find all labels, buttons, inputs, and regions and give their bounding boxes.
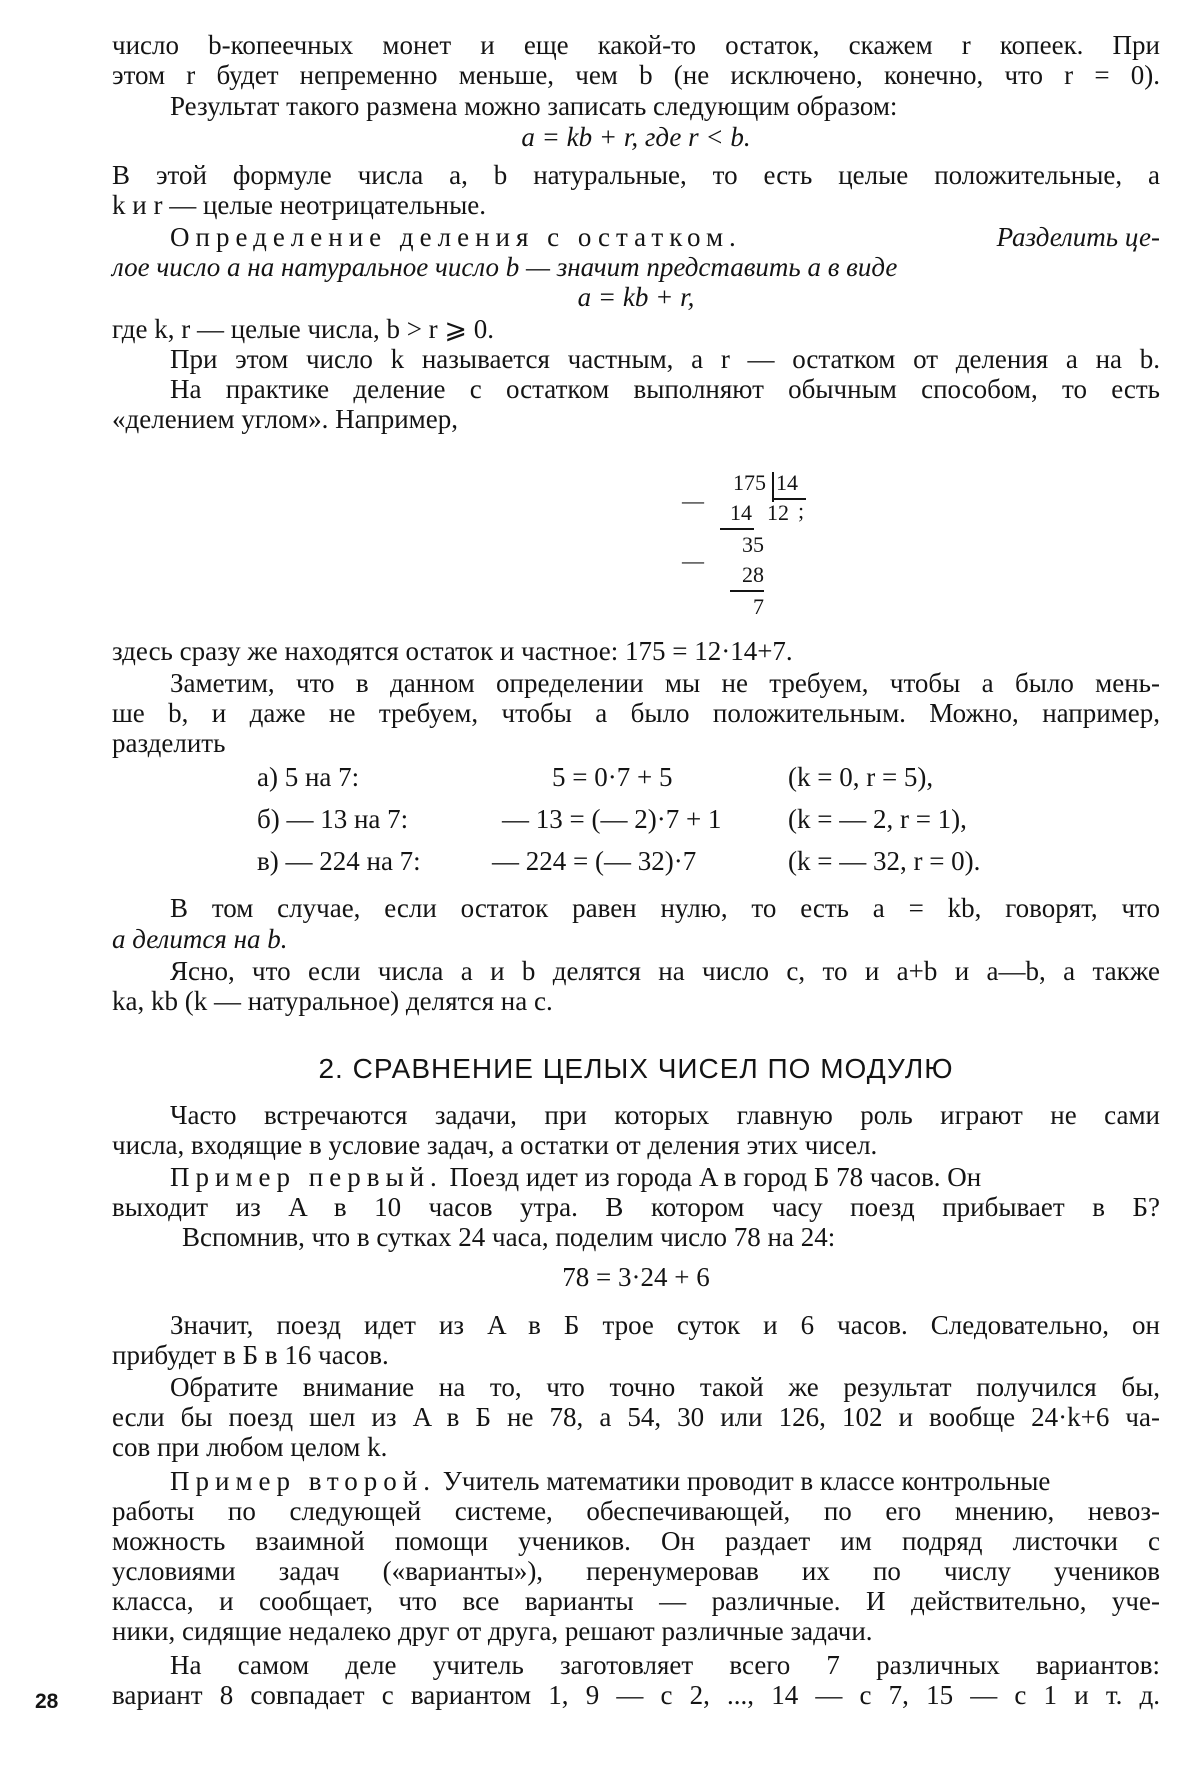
text-line: При этом число k называется частным, а r — остатком от деления a на b.: [170, 344, 1160, 374]
text-line: где k, r — целые числа, b > r ⩾ 0.: [112, 314, 495, 344]
example-label: б) — 13 на 7:: [257, 804, 409, 834]
text-line: В том случае, если остаток равен нулю, то есть a = kb, говорят, что: [170, 893, 1160, 923]
example-label: в) — 224 на 7:: [257, 846, 421, 876]
subtrahend: 14: [730, 500, 752, 525]
remainder: 7: [753, 594, 764, 619]
text-line: число b-копеечных монет и еще какой-то остаток, скажем r копеек. При: [112, 30, 1160, 60]
division-line: [720, 528, 754, 530]
long-division: [502, 470, 805, 640]
example-equation: — 224 = (— 32)·7: [492, 846, 697, 876]
quotient: 12: [767, 500, 789, 525]
text-line: класса, и сообщает, что все варианты — различные. И действительно, уче-: [112, 1586, 1160, 1616]
text-line: ники, сидящие недалеко друг от друга, решают различные задачи.: [112, 1616, 873, 1646]
text-line: k и r — целые неотрицательные.: [112, 190, 487, 220]
example-equation: 5 = 0·7 + 5: [552, 762, 673, 792]
text-line: Значит, поезд идет из A в Б трое суток и 6 часов. Следовательно, он: [170, 1310, 1160, 1340]
subtrahend: 28: [742, 562, 764, 587]
example-term: Пример второй.: [170, 1466, 436, 1496]
text-line: числа, входящие в условие задач, а остатки от деления этих чисел.: [112, 1130, 878, 1160]
example-text: Учитель математики проводит в классе контрольные: [442, 1466, 1051, 1496]
example-line: [112, 1162, 1160, 1193]
text-line: работы по следующей системе, обеспечивающей, по его мнению, невоз-: [112, 1496, 1160, 1526]
definition-text: лое число a на натуральное число b — значит представить a в виде: [112, 252, 898, 282]
example-equation: — 13 = (— 2)·7 + 1: [502, 804, 722, 834]
text-line: Вспомнив, что в сутках 24 часа, поделим число 78 на 24:: [182, 1222, 836, 1252]
page-number: 28: [35, 1690, 59, 1713]
example-term: Пример первый.: [170, 1162, 443, 1192]
text-line: разделить: [112, 728, 226, 758]
example-line: [112, 1466, 1160, 1497]
definition-line: [112, 222, 1160, 253]
text-line: можность взаимной помощи учеников. Он раздает им подряд листочки с: [112, 1526, 1160, 1556]
formula: a = kb + r, где r < b.: [521, 122, 751, 152]
text-line: Часто встречаются задачи, при которых главную роль играют не сами: [170, 1100, 1160, 1130]
text-line: На практике деление с остатком выполняют обычным способом, то есть: [170, 374, 1160, 404]
division-line: [730, 590, 764, 592]
example-values: (k = 0, r = 5),: [788, 762, 934, 792]
formula: a = kb + r,: [577, 282, 695, 312]
example-text: Поезд идет из города A в город Б 78 часов. Он: [449, 1162, 982, 1192]
text-line: На самом деле учитель заготовляет всего 7 различных вариантов:: [170, 1650, 1160, 1680]
text-line: прибудет в Б в 16 часов.: [112, 1340, 389, 1370]
minus-sign: —: [682, 548, 704, 573]
example-label: а) 5 на 7:: [257, 762, 360, 792]
minus-sign: —: [682, 488, 704, 513]
text-line: вариант 8 совпадает с вариантом 1, 9 — с 2, ..., 14 — с 7, 15 — с 1 и т. д.: [112, 1680, 1160, 1710]
text-line: Ясно, что если числа a и b делятся на число c, то и a+b и a—b, а также: [170, 956, 1160, 986]
text-line: условиями задач («варианты»), перенумеровав их по числу учеников: [112, 1556, 1160, 1586]
text-line: a делится на b.: [112, 924, 288, 954]
definition-term: Определение деления с остатком.: [170, 222, 742, 252]
text-line: «делением углом». Например,: [112, 404, 458, 434]
text-line: сов при любом целом k.: [112, 1432, 388, 1462]
text-line: этом r будет непременно меньше, чем b (не исключено, конечно, что r = 0).: [112, 60, 1160, 90]
text-line: ше b, и даже не требуем, чтобы a было положительным. Можно, например,: [112, 698, 1160, 728]
text-line: ka, kb (k — натуральное) делятся на c.: [112, 986, 553, 1016]
semicolon: ;: [798, 498, 805, 523]
text-line: Обратите внимание на то, что точно такой же результат получился бы,: [170, 1372, 1160, 1402]
dividend: 175: [733, 470, 766, 495]
definition-text: Разделить це-: [996, 222, 1160, 252]
partial-remainder: 35: [742, 532, 764, 557]
text-line: В этой формуле числа a, b натуральные, то есть целые положительные, а: [112, 160, 1160, 190]
text-line: выходит из A в 10 часов утра. В котором часу поезд прибывает в Б?: [112, 1192, 1160, 1222]
example-values: (k = — 2, r = 1),: [788, 804, 967, 834]
divisor: 14: [776, 470, 798, 495]
formula: 78 = 3·24 + 6: [562, 1262, 710, 1292]
text-line: здесь сразу же находятся остаток и частное: 175 = 12·14+7.: [112, 636, 793, 666]
example-values: (k = — 32, r = 0).: [788, 846, 981, 876]
section-heading: 2. СРАВНЕНИЕ ЦЕЛЫХ ЧИСЕЛ ПО МОДУЛЮ: [318, 1053, 954, 1084]
text-line: Заметим, что в данном определении мы не требуем, чтобы a было мень-: [170, 668, 1160, 698]
text-line: если бы поезд шел из A в Б не 78, а 54, 30 или 126, 102 и вообще 24·k+6 ча-: [112, 1402, 1160, 1432]
text-line: Результат такого размена можно записать следующим образом:: [170, 91, 898, 121]
